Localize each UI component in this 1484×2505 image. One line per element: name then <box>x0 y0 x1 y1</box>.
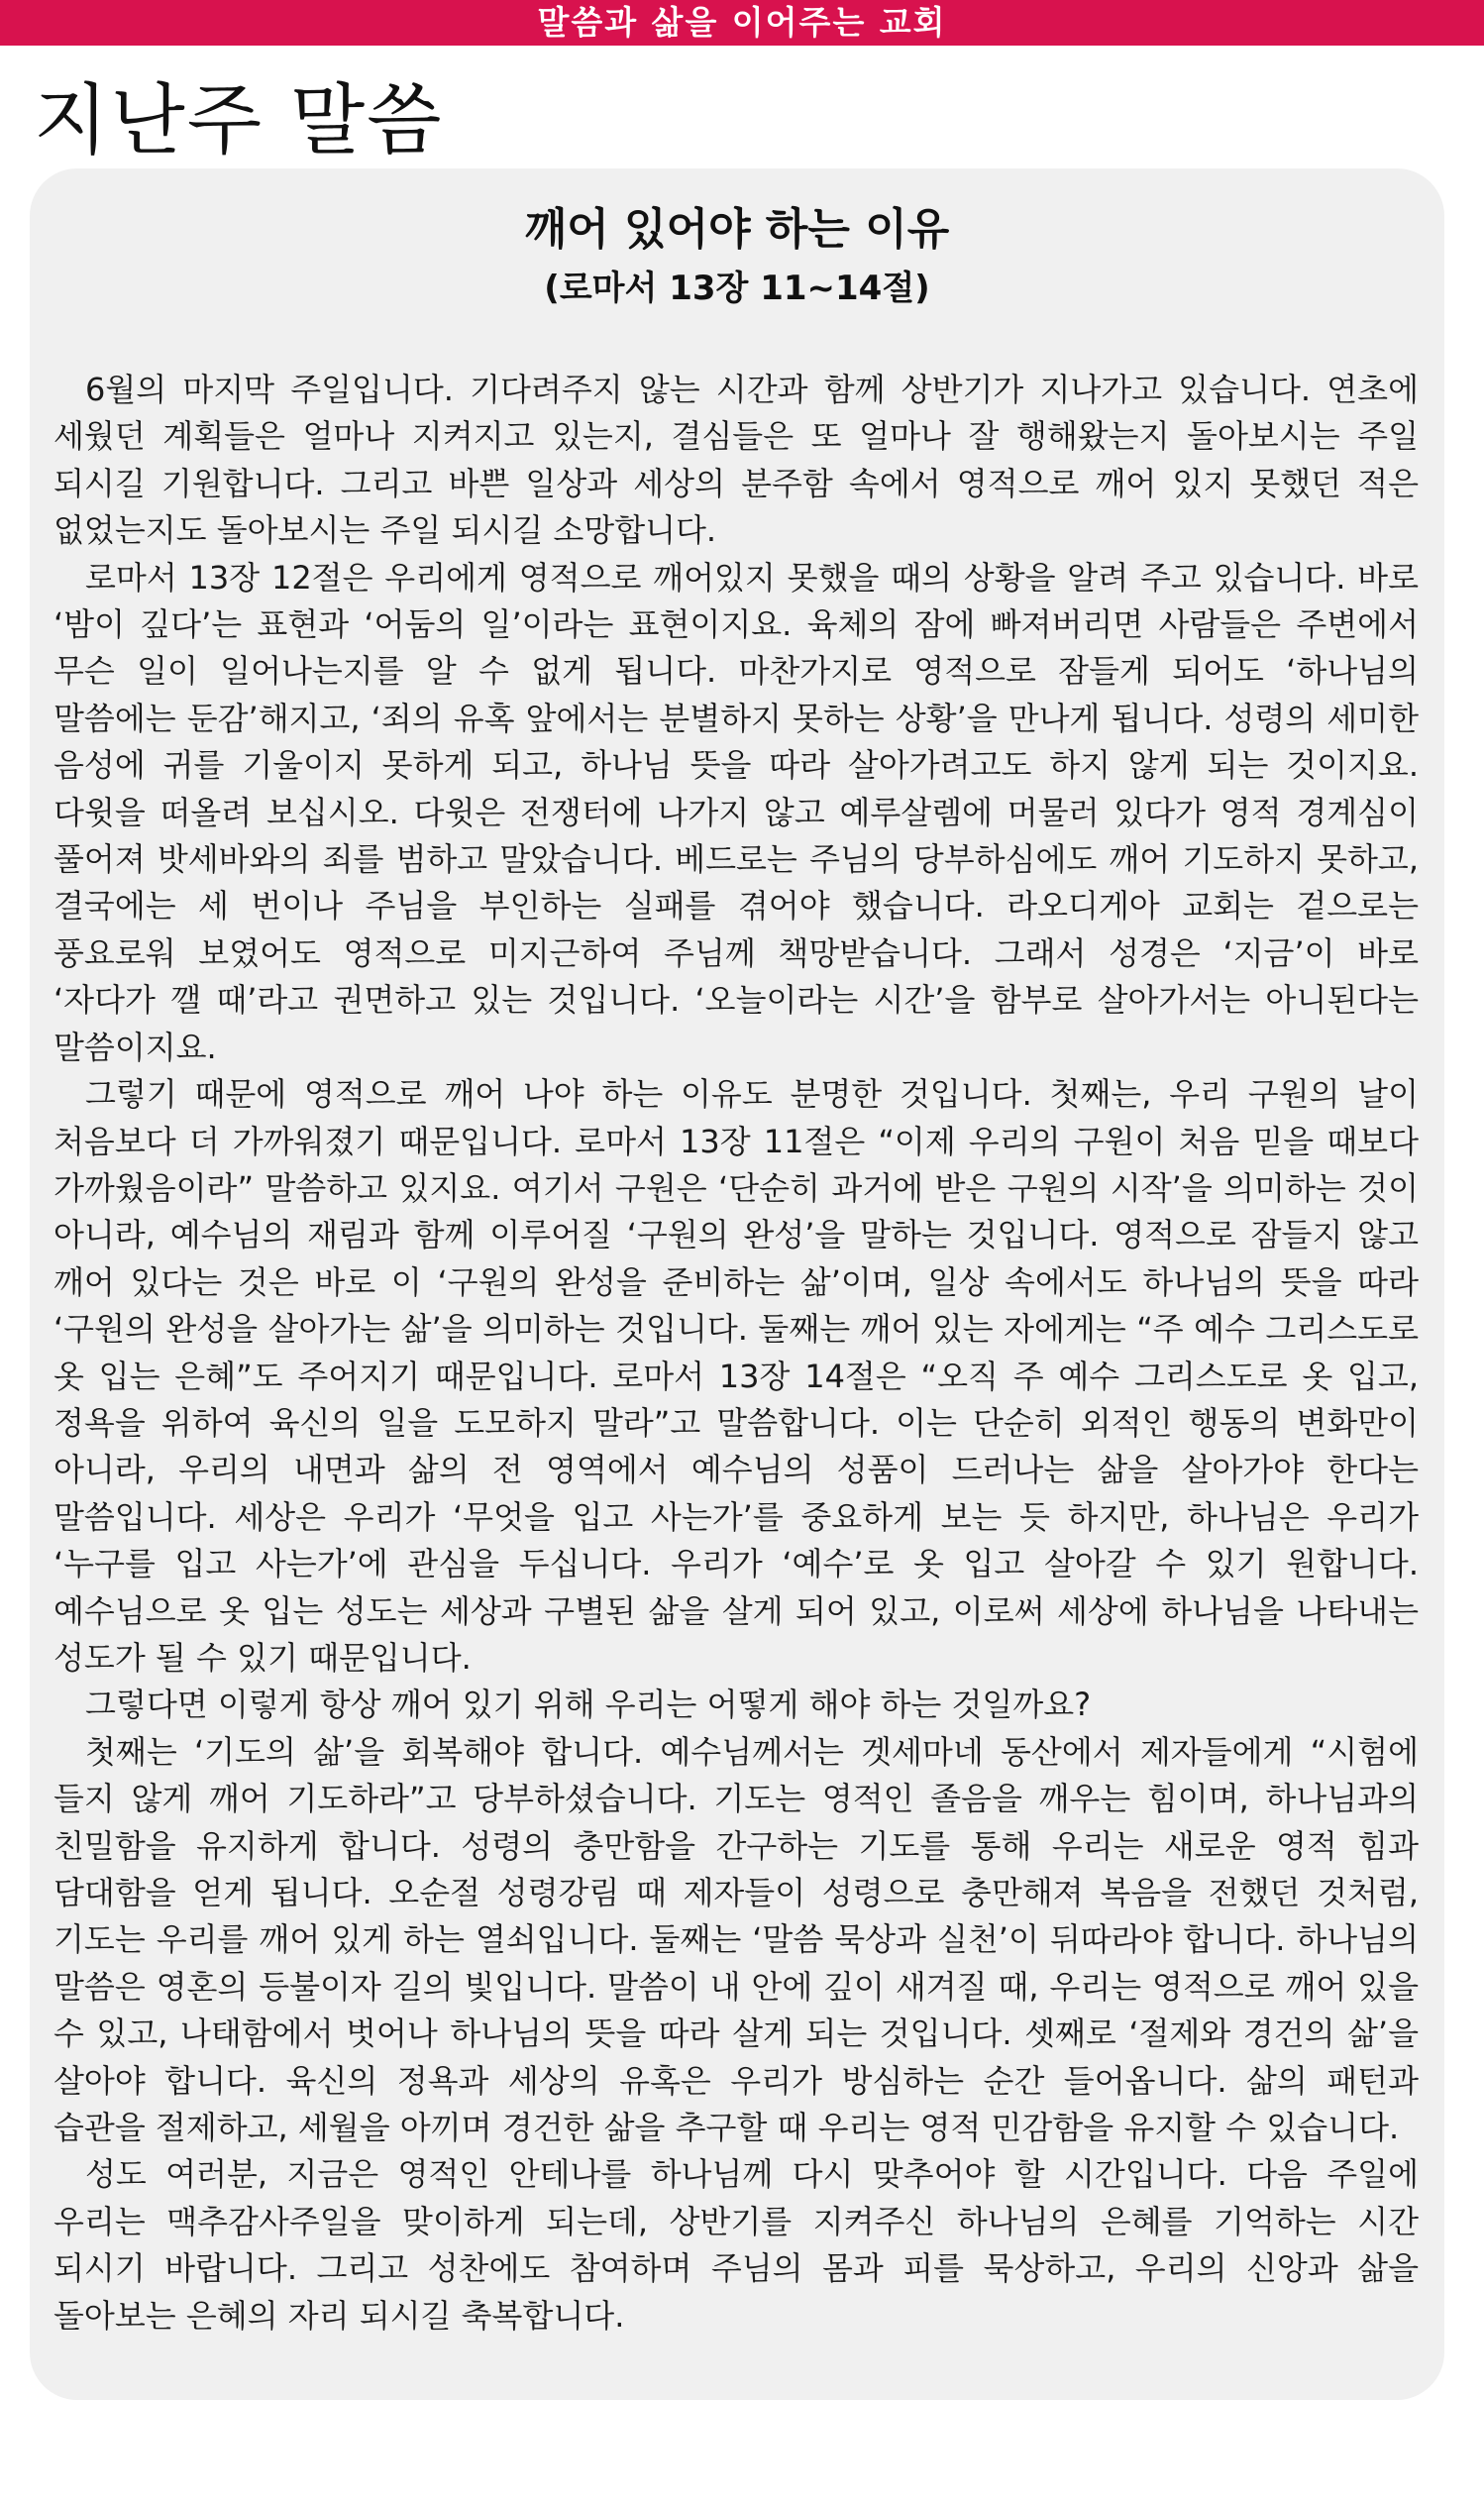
church-slogan-banner: 말씀과 삶을 이어주는 교회 <box>0 0 1484 46</box>
sermon-box <box>30 168 1444 2400</box>
sermon-paragraph: 로마서 13장 12절은 우리에게 영적으로 깨어있지 못했을 때의 상황을 알려 주고 있습니다. 바로 ‘밤이 깊다’는 표현과 ‘어둠의 일’이라는 표현이지요. 육체의 잠에 빠져버리면 사람들은 주변에서 무슨 일이 일어나는지를 알 수 없게 됩니다. 마찬가지로 영적으로 잠들게 되어도 ‘하나님의 말씀에는 둔감’해지고, ‘죄의 유혹 앞에서는 분별하지 못하는 상황’을 만나게 됩니다. 성령의 세미한 음성에 귀를 기울이지 못하게 되고, 하나님 뜻을 따라 살아가려고도 하지 않게 되는 것이지요. 다윗을 떠올려 보십시오. 다윗은 전쟁터에 나가지 않고 예루살렘에 머물러 있다가 영적 경계심이 풀어져 밧세바와의 죄를 범하고 말았습니다. 베드로는 주님의 당부하심에도 깨어 기도하지 못하고, 결국에는 세 번이나 주님을 부인하는 실패를 겪어야 했습니다. 라오디게아 교회는 겉으로는 풍요로워 보였어도 영적으로 미지근하여 주님께 책망받습니다. 그래서 성경은 ‘지금’이 바로 ‘자다가 깰 때’라고 권면하고 있는 것입니다. ‘오늘이라는 시간’을 함부로 살아가서는 아니된다는 말씀이지요. <box>53 558 1419 1066</box>
sermon-body <box>53 367 1419 2340</box>
sermon-paragraph: 6월의 마지막 주일입니다. 기다려주지 않는 시간과 함께 상반기가 지나가고 있습니다. 연초에 세웠던 계획들은 얼마나 지켜지고 있는지, 결심들은 또 얼마나 잘 행해왔는지 돌아보시는 주일 되시길 기원합니다. 그리고 바쁜 일상과 세상의 분주함 속에서 영적으로 깨어 있지 못했던 적은 없었는지도 돌아보시는 주일 되시길 소망합니다. <box>53 371 1419 550</box>
sermon-paragraph: 성도 여러분, 지금은 영적인 안테나를 하나님께 다시 맞추어야 할 시간입니다. 다음 주일에 우리는 맥추감사주일을 맞이하게 되는데, 상반기를 지켜주신 하나님의 은혜를 기억하는 시간 되시기 바랍니다. 그리고 성찬에도 참여하며 주님의 몸과 피를 묵상하고, 우리의 신앙과 삶을 돌아보는 은혜의 자리 되시길 축복합니다. <box>53 2155 1419 2335</box>
scripture-reference: (로마서 13장 11~14절) <box>544 269 930 308</box>
sermon-paragraph: 그렇기 때문에 영적으로 깨어 나야 하는 이유도 분명한 것입니다. 첫째는, 우리 구원의 날이 처음보다 더 가까워졌기 때문입니다. 로마서 13장 11절은 “이제 우리의 구원이 처음 믿을 때보다 가까웠음이라” 말씀하고 있지요. 여기서 구원은 ‘단순히 과거에 받은 구원의 시작’을 의미하는 것이 아니라, 예수님의 재림과 함께 이루어질 ‘구원의 완성’을 말하는 것입니다. 영적으로 잠들지 않고 깨어 있다는 것은 바로 이 ‘구원의 완성을 준비하는 삶’이며, 일상 속에서도 하나님의 뜻을 따라 ‘구원의 완성을 살아가는 삶’을 의미하는 것입니다. 둘째는 깨어 있는 자에게는 “주 예수 그리스도로 옷 입는 은혜”도 주어지기 때문입니다. 로마서 13장 14절은 “오직 주 예수 그리스도로 옷 입고, 정욕을 위하여 육신의 일을 도모하지 말라”고 말씀합니다. 이는 단순히 외적인 행동의 변화만이 아니라, 우리의 내면과 삶의 전 영역에서 예수님의 성품이 드러나는 삶을 살아가야 한다는 말씀입니다. 세상은 우리가 ‘무엇을 입고 사는가’를 중요하게 보는 듯 하지만, 하나님은 우리가 ‘누구를 입고 사는가’에 관심을 두십니다. 우리가 ‘예수’로 옷 입고 살아갈 수 있기 원합니다. 예수님으로 옷 입는 성도는 세상과 구별된 삶을 살게 되어 있고, 이로써 세상에 하나님을 나타내는 성도가 될 수 있기 때문입니다. <box>53 1075 1419 1677</box>
sermon-paragraph: 첫째는 ‘기도의 삶’을 회복해야 합니다. 예수님께서는 겟세마네 동산에서 제자들에게 “시험에 들지 않게 깨어 기도하라”고 당부하셨습니다. 기도는 영적인 졸음을 깨우는 힘이며, 하나님과의 친밀함을 유지하게 합니다. 성령의 충만함을 간구하는 기도를 통해 우리는 새로운 영적 힘과 담대함을 얻게 됩니다. 오순절 성령강림 때 제자들이 성령으로 충만해져 복음을 전했던 것처럼, 기도는 우리를 깨어 있게 하는 열쇠입니다. 둘째는 ‘말씀 묵상과 실천’이 뒤따라야 합니다. 하나님의 말씀은 영혼의 등불이자 길의 빛입니다. 말씀이 내 안에 깊이 새겨질 때, 우리는 영적으로 깨어 있을 수 있고, 나태함에서 벗어나 하나님의 뜻을 따라 살게 되는 것입니다. 셋째로 ‘절제와 경건의 삶’을 살아야 합니다. 육신의 정욕과 세상의 유혹은 우리가 방심하는 순간 들어옵니다. 삶의 패턴과 습관을 절제하고, 세월을 아끼며 경건한 삶을 추구할 때 우리는 영적 민감함을 유지할 수 있습니다. <box>53 1732 1419 2147</box>
page-title: 지난주 말씀 <box>34 76 444 165</box>
sermon-paragraph: 그렇다면 이렇게 항상 깨어 있기 위해 우리는 어떻게 해야 하는 것일까요? <box>85 1686 1092 1724</box>
sermon-title: 깨어 있어야 하는 이유 <box>524 204 950 255</box>
